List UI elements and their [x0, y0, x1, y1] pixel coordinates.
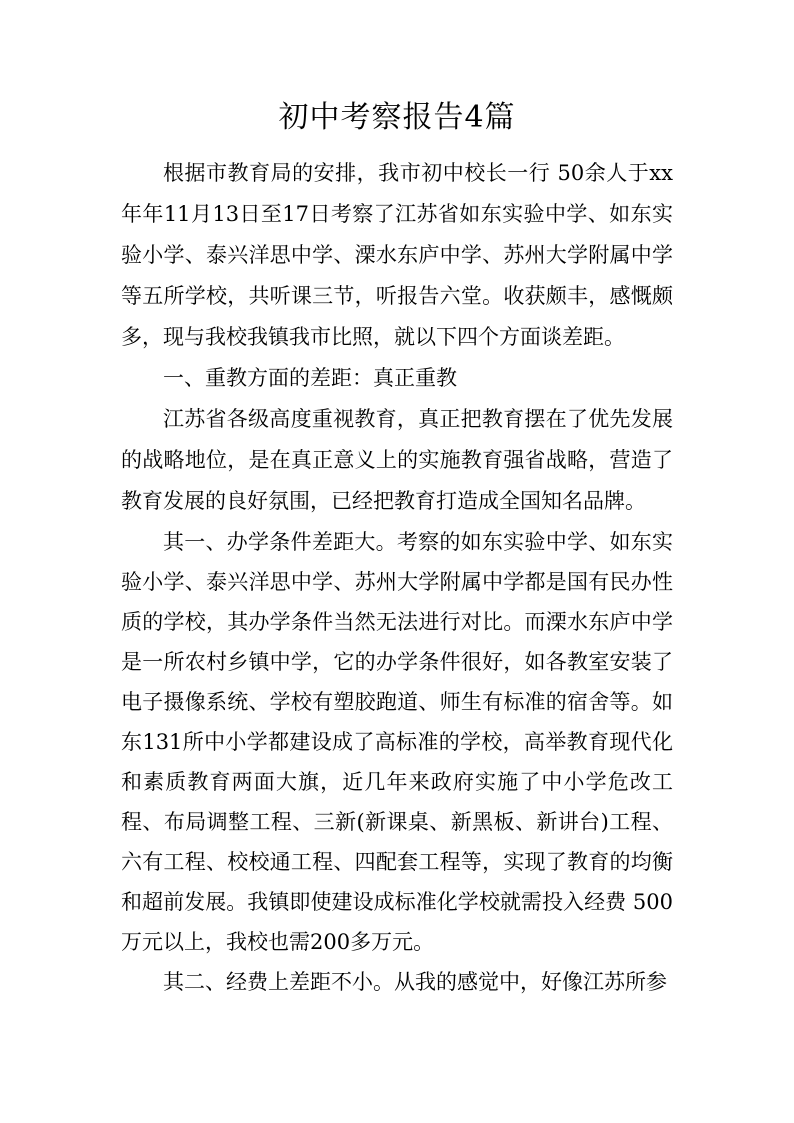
paragraph-point-2: 其二、经费上差距不小。从我的感觉中，好像江苏所参	[163, 970, 667, 994]
section-heading-1: 一、重教方面的差距：真正重教	[163, 366, 457, 390]
document-title: 初中考察报告4篇	[278, 100, 516, 135]
paragraph-intro: 根据市教育局的安排，我市初中校长一行 50余人于xx年年11月13日至17日考察了江苏省如东实验中学、如东实验小学、泰兴洋思中学、溧水东庐中学、苏州大学附属中学等五所学校，共听课三节，听报告六堂。收获颇丰，感慨颇多，现与我校我镇我市比照，就以下四个方面谈差距。	[121, 161, 673, 349]
paragraph-overview: 江苏省各级高度重视教育，真正把教育摆在了优先发展的战略地位，是在真正意义上的实施教育强省战略，营造了教育发展的良好氛围，已经把教育打造成全国知名品牌。	[121, 407, 673, 513]
paragraph-point-1: 其一、办学条件差距大。考察的如东实验中学、如东实验小学、泰兴洋思中学、苏州大学附属中学都是国有民办性质的学校，其办学条件当然无法进行对比。而溧水东庐中学是一所农村乡镇中学，它的办学条件很好，如各教室安装了电子摄像系统、学校有塑胶跑道、师生有标准的宿舍等。如东131所中小学都建设成了高标准的学校，高举教育现代化和素质教育两面大旗，近几年来政府实施了中小学危改工程、布局调整工程、三新(新课桌、新黑板、新讲台)工程、六有工程、校校通工程、四配套工程等，实现了教育的均衡和超前发展。我镇即使建设成标准化学校就需投入经费 500万元以上，我校也需200多万元。	[121, 530, 673, 954]
document-body	[121, 153, 673, 1003]
